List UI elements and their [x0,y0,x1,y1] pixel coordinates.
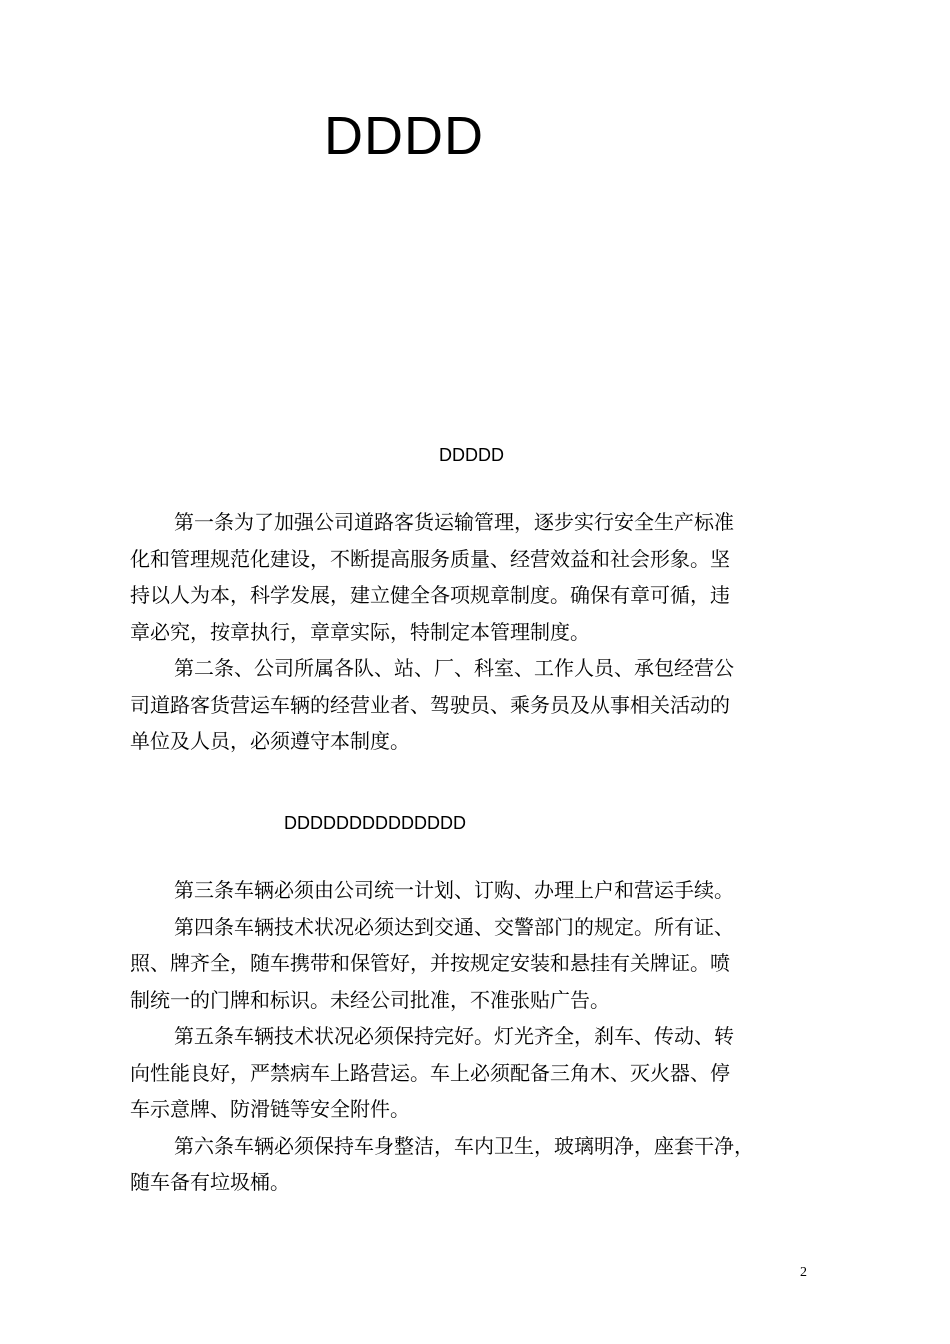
section-heading-2: DDDDDDDDDDDDDD [284,813,466,833]
text-line: 单位及人员，必须遵守本制度。 [130,729,410,753]
paragraph-article-6 [130,1128,830,1201]
paragraph-article-1 [130,504,830,650]
text-line: 第四条车辆技术状况必须达到交通、交警部门的规定。所有证、 [174,914,734,939]
paragraph-article-4 [130,909,830,1019]
section-1-body [130,504,830,760]
page-number: 2 [800,1265,807,1280]
text-line: 第六条车辆必须保持车身整洁，车内卫生，玻璃明净，座套干净， [174,1133,754,1158]
text-line: 持以人为本，科学发展，建立健全各项规章制度。确保有章可循，违 [130,583,730,607]
document-title: DDDD [324,106,484,166]
text-line: 车示意牌、防滑链等安全附件。 [130,1097,410,1121]
text-line: 第五条车辆技术状况必须保持完好。灯光齐全，刹车、传动、转 [174,1024,734,1048]
text-line: 随车备有垃圾桶。 [130,1170,290,1194]
section-heading-1: DDDDD [439,445,504,465]
section-2-body [130,872,830,1201]
paragraph-article-2 [130,650,830,760]
text-line: 化和管理规范化建设，不断提高服务质量、经营效益和社会形象。坚 [130,546,730,571]
text-line: 照、牌齐全，随车携带和保管好，并按规定安装和悬挂有关牌证。喷 [130,951,730,975]
paragraph-article-5 [130,1018,830,1128]
text-line: 第三条车辆必须由公司统一计划、订购、办理上户和营运手续。 [174,878,734,902]
text-line: 司道路客货营运车辆的经营业者、驾驶员、乘务员及从事相关活动的 [130,692,730,717]
text-line: 第一条为了加强公司道路客货运输管理，逐步实行安全生产标准 [174,510,734,534]
text-line: 章必究，按章执行，章章实际，特制定本管理制度。 [130,619,590,644]
paragraph-article-3 [130,872,830,909]
text-line: 制统一的门牌和标识。未经公司批准，不准张贴广告。 [130,987,610,1012]
text-line: 向性能良好，严禁病车上路营运。车上必须配备三角木、灭火器、停 [130,1060,730,1085]
text-line: 第二条、公司所属各队、站、厂、科室、工作人员、承包经营公 [174,656,734,680]
